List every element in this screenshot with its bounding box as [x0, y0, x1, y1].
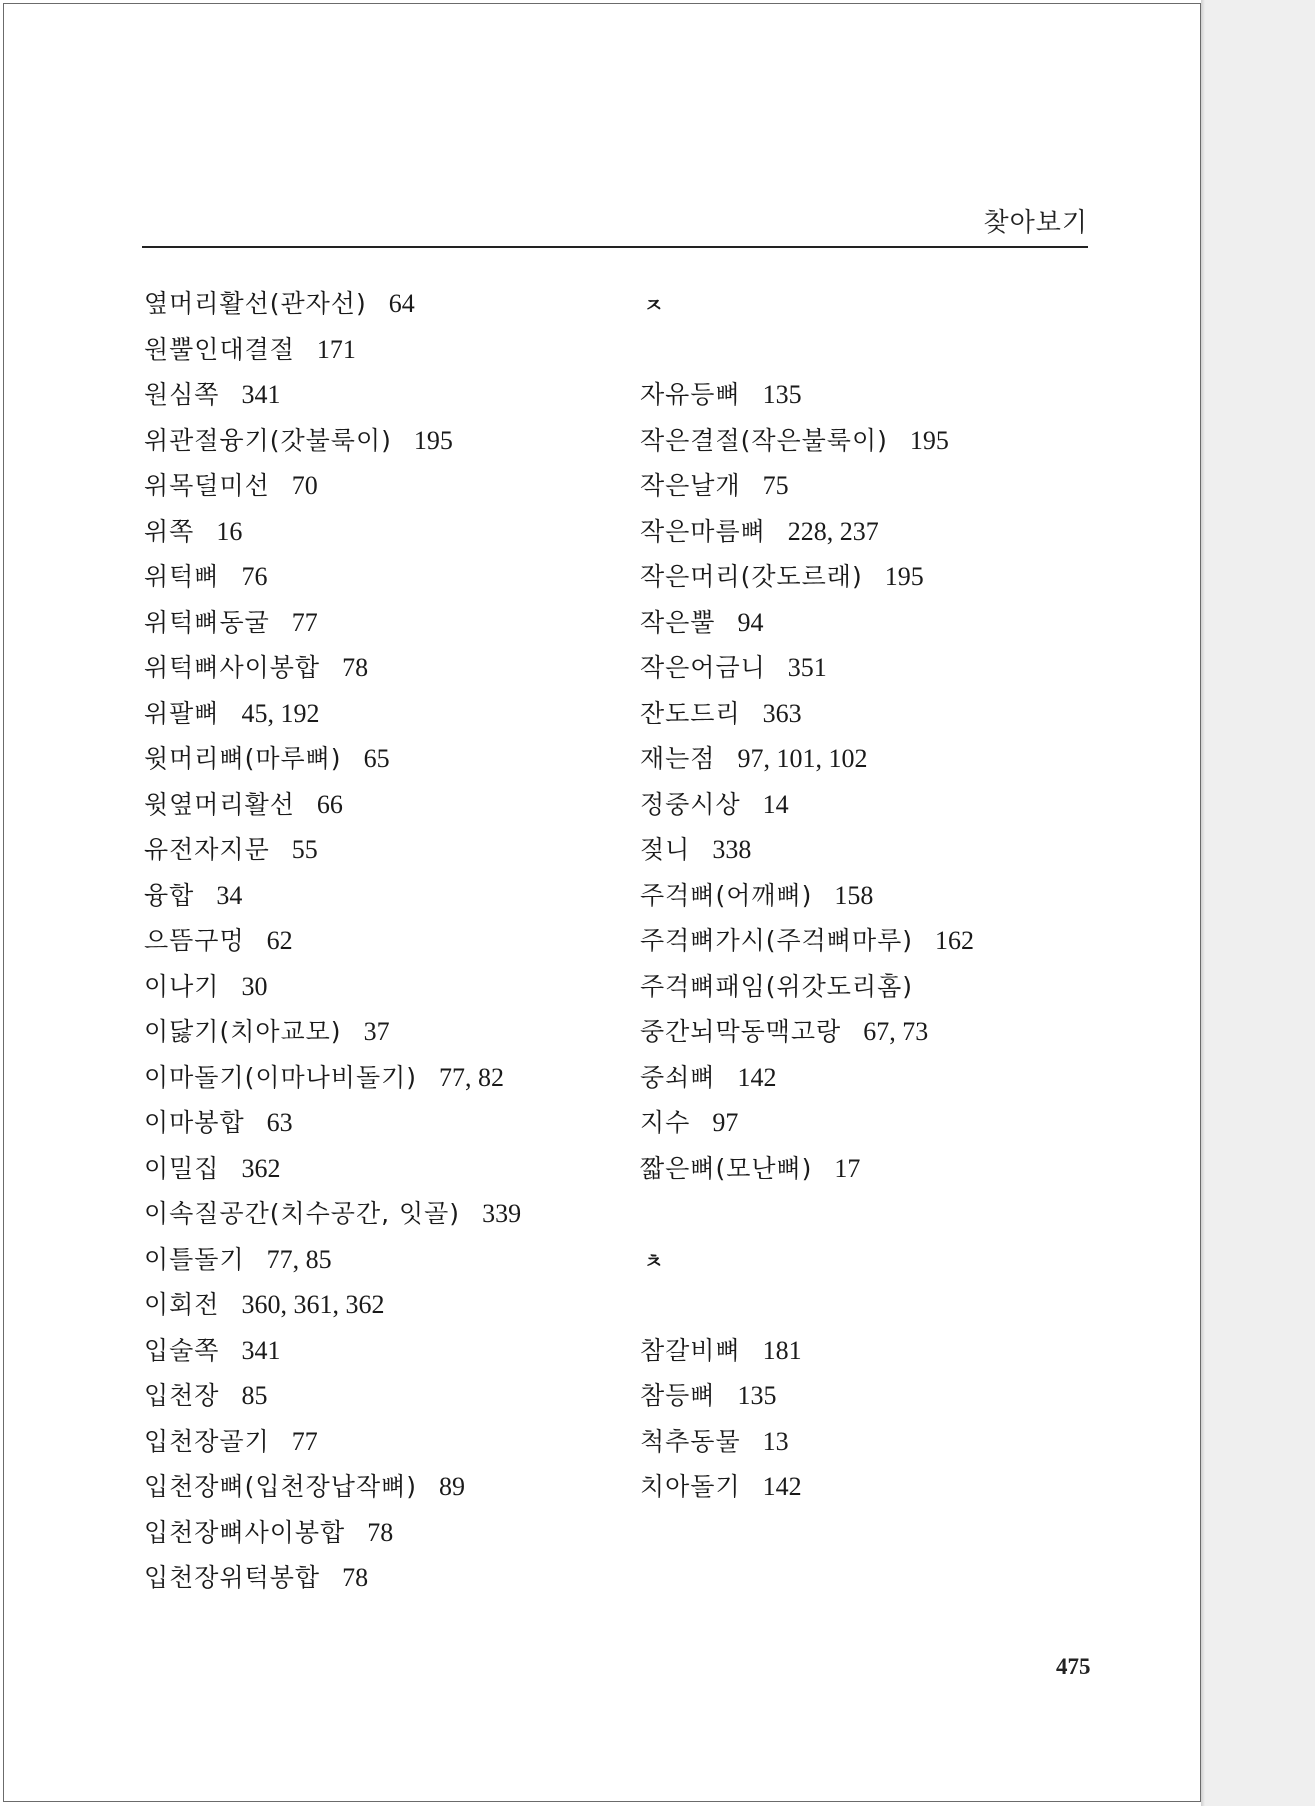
- index-entry: [144, 377, 521, 423]
- index-term: 위쪽: [144, 516, 195, 546]
- index-entry: [640, 1105, 974, 1151]
- page-shadow: [1201, 0, 1205, 1806]
- index-term: 위관절융기(갓불룩이): [144, 425, 392, 455]
- index-term: 주걱뼈가시(주걱뼈마루): [640, 926, 914, 955]
- index-entry: [144, 741, 521, 787]
- index-entry: [144, 514, 521, 560]
- index-entry: [640, 969, 974, 1015]
- index-term: 위턱뼈: [144, 562, 220, 591]
- index-term: 참등뼈: [640, 1381, 716, 1410]
- index-pages: 171: [316, 334, 356, 364]
- index-term: 융합: [144, 880, 195, 910]
- index-pages: 339: [482, 1199, 522, 1228]
- index-term: 작은어금니: [640, 653, 766, 682]
- index-entry: [144, 1378, 521, 1424]
- index-entry: [144, 923, 521, 969]
- index-pages: 338: [712, 835, 752, 864]
- index-pages: 195: [884, 562, 924, 591]
- index-pages: 55: [291, 835, 318, 864]
- index-pages: 16: [216, 516, 243, 546]
- index-term: 이나기: [144, 971, 220, 1001]
- index-term: 짧은뼈(모난뼈): [640, 1153, 813, 1183]
- index-term: 참갈비뼈: [640, 1335, 741, 1365]
- index-pages: 67, 73: [863, 1017, 929, 1046]
- index-pages: 17: [834, 1153, 861, 1183]
- index-term: 주걱뼈패임(위갓도리홈): [640, 971, 914, 1001]
- index-pages: 363: [762, 698, 802, 728]
- index-entry: [640, 878, 974, 924]
- index-pages: 14: [762, 789, 789, 819]
- index-term: 지수: [640, 1108, 691, 1137]
- index-entry: [144, 1560, 521, 1606]
- index-entry: [144, 1242, 521, 1288]
- index-term: 작은뿔: [640, 607, 716, 637]
- section-letter: ㅈ: [644, 293, 665, 317]
- index-pages: 85: [241, 1381, 268, 1410]
- index-pages: 64: [388, 289, 415, 318]
- index-term: 주걱뼈(어깨뼈): [640, 880, 813, 910]
- index-pages: 77, 85: [266, 1244, 332, 1274]
- index-entry: [144, 468, 521, 514]
- index-term: 입천장: [144, 1381, 220, 1410]
- header-rule: [142, 246, 1088, 248]
- index-term: 중쇠뼈: [640, 1062, 716, 1092]
- index-pages: 63: [266, 1108, 293, 1137]
- index-column-right: [640, 286, 974, 1515]
- section-letter: ㅊ: [644, 1248, 665, 1273]
- index-entry: [640, 696, 974, 742]
- index-pages: 94: [737, 607, 764, 637]
- index-pages: 341: [241, 1335, 281, 1365]
- index-pages: 360, 361, 362: [241, 1290, 385, 1319]
- index-term: 이속질공간(치수공간, 잇골): [144, 1199, 461, 1228]
- section-spacer: [640, 332, 974, 378]
- index-entry: [144, 332, 521, 378]
- index-pages: 89: [439, 1472, 466, 1501]
- running-head: 찾아보기: [983, 208, 1088, 238]
- index-pages: 30: [241, 971, 268, 1001]
- index-pages: 97: [712, 1108, 739, 1137]
- index-entry: [144, 423, 521, 469]
- index-term: 으뜸구멍: [144, 926, 245, 955]
- index-entry: [144, 1151, 521, 1197]
- index-entry: [144, 1333, 521, 1379]
- index-pages: 195: [909, 425, 949, 455]
- index-column-left: [144, 286, 521, 1606]
- index-term: 옆머리활선(관자선): [144, 289, 367, 318]
- index-pages: 37: [363, 1017, 390, 1046]
- index-entry: [640, 1424, 974, 1470]
- index-entry: [640, 514, 974, 560]
- index-entry: [144, 832, 521, 878]
- index-term: 척추동물: [640, 1426, 741, 1456]
- index-entry: [640, 605, 974, 651]
- index-pages: 78: [342, 1563, 369, 1592]
- index-term: 자유등뼈: [640, 380, 741, 409]
- index-term: 잔도드리: [640, 698, 741, 728]
- index-entry: [144, 1287, 521, 1333]
- index-pages: 13: [762, 1426, 789, 1456]
- index-entry: [144, 650, 521, 696]
- index-pages: 78: [342, 653, 369, 682]
- index-pages: 75: [762, 471, 789, 500]
- index-pages: 34: [216, 880, 243, 910]
- index-entry: [144, 605, 521, 651]
- index-term: 작은결절(작은불룩이): [640, 425, 888, 455]
- index-term: 윗옆머리활선: [144, 789, 295, 819]
- index-pages: 66: [316, 789, 343, 819]
- index-term: 원심쪽: [144, 380, 220, 409]
- index-entry: [144, 969, 521, 1015]
- index-pages: 181: [762, 1335, 802, 1365]
- index-pages: 77: [291, 607, 318, 637]
- index-term: 작은마름뼈: [640, 516, 766, 546]
- index-entry: [144, 1515, 521, 1561]
- index-term: 입천장뼈사이봉합: [144, 1517, 346, 1547]
- index-term: 중간뇌막동맥고랑: [640, 1017, 842, 1046]
- index-entry: [640, 741, 974, 787]
- index-entry: [144, 1105, 521, 1151]
- index-entry: [144, 559, 521, 605]
- index-pages: 142: [762, 1472, 802, 1501]
- index-term: 위목덜미선: [144, 471, 270, 500]
- index-term: 원뿔인대결절: [144, 334, 295, 364]
- index-entry: [640, 650, 974, 696]
- index-entry: [640, 1060, 974, 1106]
- index-term: 재는점: [640, 744, 716, 773]
- index-entry: [144, 787, 521, 833]
- index-entry: [640, 832, 974, 878]
- index-entry: [640, 1378, 974, 1424]
- index-pages: 362: [241, 1153, 281, 1183]
- index-term: 유전자지문: [144, 835, 270, 864]
- index-entry: [640, 468, 974, 514]
- index-entry: [144, 696, 521, 742]
- index-term: 정중시상: [640, 789, 741, 819]
- index-entry: [640, 1151, 974, 1197]
- index-pages: 78: [367, 1517, 394, 1547]
- index-term: 이밀집: [144, 1153, 220, 1183]
- index-term: 입천장위턱봉합: [144, 1563, 321, 1592]
- index-pages: 228, 237: [787, 516, 879, 546]
- index-entry: [144, 1424, 521, 1470]
- section-spacer: [640, 1196, 974, 1242]
- section-heading-ch: [640, 1242, 974, 1288]
- index-pages: 158: [834, 880, 874, 910]
- index-entry: [144, 1469, 521, 1515]
- index-entry: [144, 1060, 521, 1106]
- index-entry: [640, 1469, 974, 1515]
- index-term: 위팔뼈: [144, 698, 220, 728]
- index-term: 이틀돌기: [144, 1244, 245, 1274]
- index-term: 치아돌기: [640, 1472, 741, 1501]
- index-pages: 70: [291, 471, 318, 500]
- index-pages: 162: [935, 926, 975, 955]
- index-pages: 341: [241, 380, 281, 409]
- index-pages: 76: [241, 562, 268, 591]
- index-entry: [144, 286, 521, 332]
- index-term: 이마돌기(이마나비돌기): [144, 1062, 418, 1092]
- index-pages: 77: [291, 1426, 318, 1456]
- index-pages: 135: [762, 380, 802, 409]
- index-term: 위턱뼈사이봉합: [144, 653, 321, 682]
- page-number: 475: [1056, 1654, 1091, 1679]
- index-entry: [640, 377, 974, 423]
- index-entry: [144, 1014, 521, 1060]
- viewer-background: [1201, 0, 1315, 1806]
- index-pages: 135: [737, 1381, 777, 1410]
- section-spacer: [640, 1287, 974, 1333]
- index-entry: [144, 1196, 521, 1242]
- section-heading-j: [640, 286, 974, 332]
- index-pages: 195: [413, 425, 453, 455]
- index-pages: 351: [787, 653, 827, 682]
- index-term: 이닳기(치아교모): [144, 1017, 342, 1046]
- index-term: 입천장골기: [144, 1426, 270, 1456]
- index-pages: 142: [737, 1062, 777, 1092]
- index-pages: 77, 82: [439, 1062, 505, 1092]
- index-entry: [640, 559, 974, 605]
- index-term: 입천장뼈(입천장납작뼈): [144, 1472, 418, 1501]
- index-term: 작은머리(갓도르래): [640, 562, 863, 591]
- index-entry: [640, 923, 974, 969]
- index-entry: [640, 423, 974, 469]
- index-term: 이마봉합: [144, 1108, 245, 1137]
- index-pages: 45, 192: [241, 698, 320, 728]
- index-entry: [144, 878, 521, 924]
- index-term: 입술쪽: [144, 1335, 220, 1365]
- index-entry: [640, 1333, 974, 1379]
- index-term: 이회전: [144, 1290, 220, 1319]
- index-term: 작은날개: [640, 471, 741, 500]
- index-term: 위턱뼈동굴: [144, 607, 270, 637]
- index-term: 젖니: [640, 835, 691, 864]
- index-entry: [640, 1014, 974, 1060]
- index-pages: 65: [363, 744, 390, 773]
- index-pages: 97, 101, 102: [737, 744, 868, 773]
- index-term: 윗머리뼈(마루뼈): [144, 744, 342, 773]
- index-pages: 62: [266, 926, 293, 955]
- index-entry: [640, 787, 974, 833]
